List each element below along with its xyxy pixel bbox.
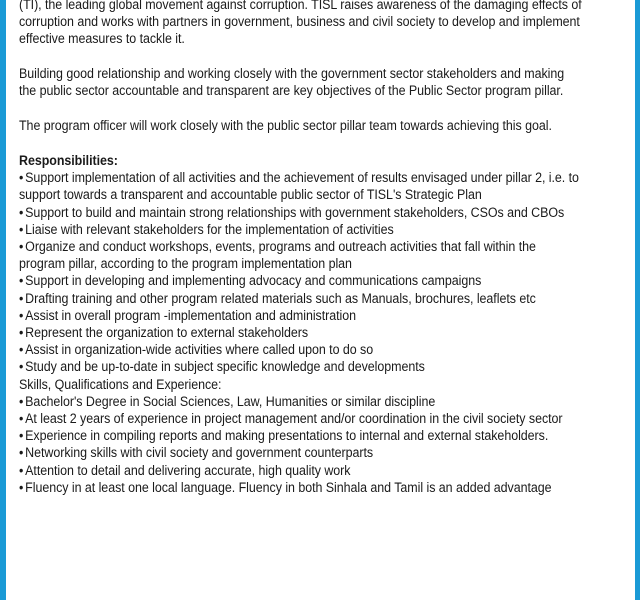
objectives-paragraph: Building good relationship and working closely with the government sector stakeholders and making the public sector accountable and transparent are key objectives of the Public Sector program pillar. — [19, 66, 565, 99]
list-item: • At least 2 years of experience in project management and/or coordination in the civil society sector — [19, 410, 583, 427]
skills-list — [19, 393, 583, 496]
list-item: • Organize and conduct workshops, events, programs and outreach activities that fall within the program pillar, according to the program implementation plan — [19, 238, 583, 272]
list-item: • Bachelor's Degree in Social Sciences, Law, Humanities or similar discipline — [19, 393, 583, 410]
intro-paragraph: (TI), the leading global movement against corruption. TISL raises awareness of the damaging effects of corruption and works with partners in government, business and civil society to develop and implement effective measures to tackle it. — [19, 0, 582, 47]
list-item: • Support implementation of all activities and the achievement of results envisaged under pillar 2, i.e. to support towards a transparent and accountable public sector of TISL's Strategic Plan — [19, 169, 583, 203]
list-item: • Drafting training and other program related materials such as Manuals, brochures, leaflets etc — [19, 290, 583, 307]
list-item: • Assist in overall program -implementation and administration — [19, 307, 583, 324]
list-item: • Study and be up-to-date in subject specific knowledge and developments — [19, 358, 583, 375]
list-item: • Liaise with relevant stakeholders for the implementation of activities — [19, 221, 583, 238]
list-item: • Assist in organization-wide activities where called upon to do so — [19, 341, 583, 358]
responsibilities-heading: Responsibilities: — [19, 153, 118, 168]
list-item: • Fluency in at least one local language. Fluency in both Sinhala and Tamil is an added advantage — [19, 479, 583, 496]
right-border — [635, 0, 640, 600]
skills-heading: Skills, Qualifications and Experience: — [19, 376, 222, 392]
responsibilities-list — [19, 169, 583, 375]
left-border — [0, 0, 6, 600]
list-item: • Represent the organization to external stakeholders — [19, 324, 583, 341]
list-item: • Support to build and maintain strong relationships with government stakeholders, CSOs and CBOs — [19, 204, 583, 221]
list-item: • Attention to detail and delivering accurate, high quality work — [19, 462, 583, 479]
list-item: • Support in developing and implementing advocacy and communications campaigns — [19, 272, 583, 289]
list-item: • Networking skills with civil society and government counterparts — [19, 444, 583, 461]
goal-paragraph: The program officer will work closely with the public sector pillar team towards achieving this goal. — [19, 118, 552, 134]
job-description — [19, 0, 583, 496]
list-item: • Experience in compiling reports and making presentations to internal and external stakeholders. — [19, 427, 583, 444]
